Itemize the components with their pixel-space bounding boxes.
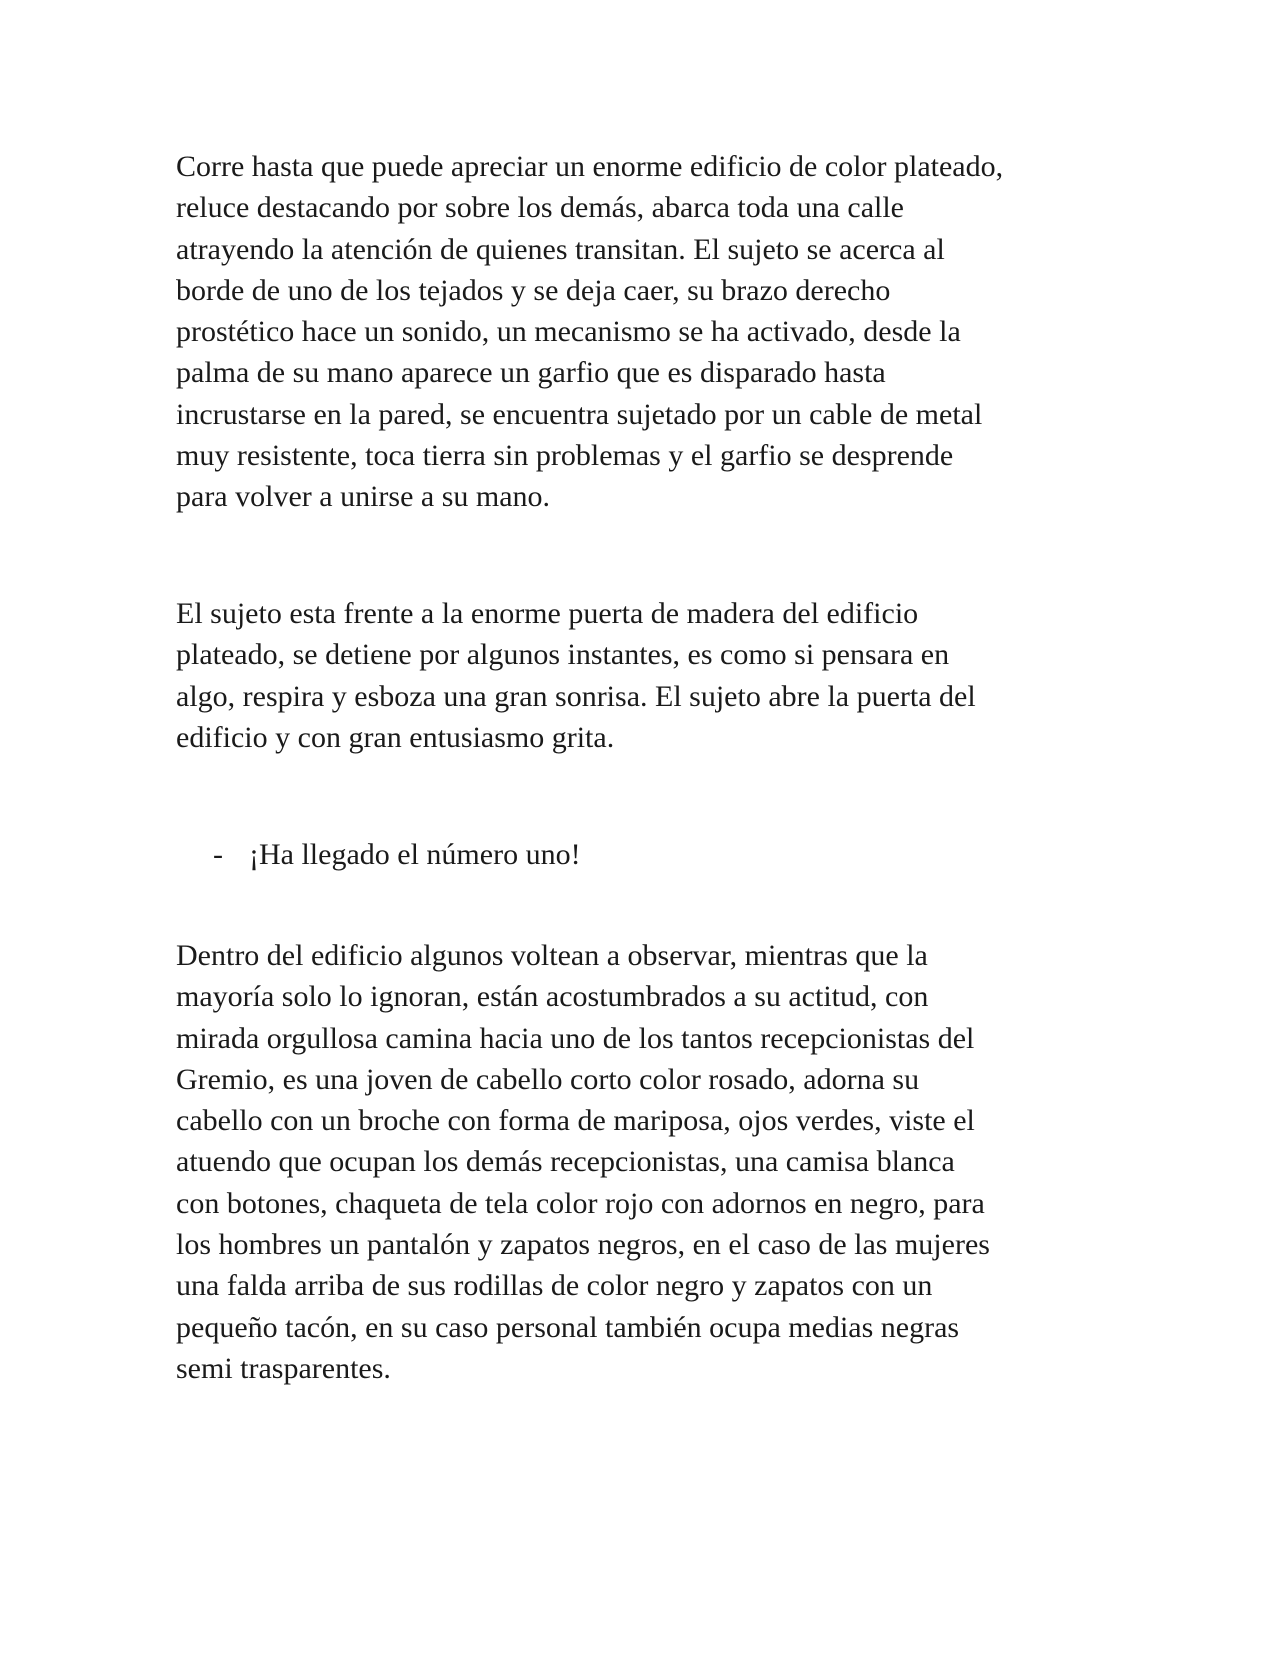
- text-line: borde de uno de los tejados y se deja caer, su brazo derecho: [176, 273, 891, 307]
- text-line: mirada orgullosa camina hacia uno de los tantos recepcionistas del: [176, 1021, 975, 1055]
- text-line: Corre hasta que puede apreciar un enorme edificio de color plateado,: [176, 150, 1004, 183]
- dialogue-text: ¡Ha llegado el número uno!: [249, 838, 581, 871]
- text-line: edificio y con gran entusiasmo grita.: [176, 720, 615, 754]
- text-line: para volver a unirse a su mano.: [176, 480, 551, 514]
- text-line: incrustarse en la pared, se encuentra sujetado por un cable de metal: [176, 397, 983, 431]
- text-line: palma de su mano aparece un garfio que es disparado hasta: [176, 356, 886, 390]
- text-line: Gremio, es una joven de cabello corto color rosado, adorna su: [176, 1062, 920, 1096]
- text-line: cabello con un broche con forma de mariposa, ojos verdes, viste el: [176, 1104, 975, 1138]
- paragraph-inside-building: [176, 935, 1116, 1389]
- text-line: reluce destacando por sobre los demás, abarca toda una calle: [176, 191, 904, 225]
- text-line: plateado, se detiene por algunos instantes, es como si pensara en: [176, 638, 950, 672]
- text-line: los hombres un pantalón y zapatos negros, en el caso de las mujeres: [176, 1228, 990, 1262]
- text-line: semi trasparentes.: [176, 1351, 391, 1385]
- text-line: algo, respira y esboza una gran sonrisa. El sujeto abre la puerta del: [176, 679, 976, 713]
- dialogue-line: [213, 834, 581, 875]
- text-line: mayoría solo lo ignoran, están acostumbrados a su actitud, con: [176, 980, 929, 1014]
- paragraph-arrival: [176, 146, 1116, 518]
- paragraph-door: [176, 593, 1116, 758]
- text-line: atuendo que ocupan los demás recepcionistas, una camisa blanca: [176, 1145, 955, 1179]
- text-line: con botones, chaqueta de tela color rojo con adornos en negro, para: [176, 1186, 985, 1220]
- dialogue-dash: -: [213, 838, 223, 871]
- text-line: pequeño tacón, en su caso personal también ocupa medias negras: [176, 1310, 960, 1344]
- text-line: atrayendo la atención de quienes transitan. El sujeto se acerca al: [176, 232, 945, 266]
- text-line: muy resistente, toca tierra sin problemas y el garfio se desprende: [176, 439, 954, 473]
- text-line: Dentro del edificio algunos voltean a observar, mientras que la: [176, 939, 928, 972]
- text-line: prostético hace un sonido, un mecanismo se ha activado, desde la: [176, 315, 961, 349]
- text-line: una falda arriba de sus rodillas de color negro y zapatos con un: [176, 1269, 933, 1303]
- text-line: El sujeto esta frente a la enorme puerta de madera del edificio: [176, 597, 919, 630]
